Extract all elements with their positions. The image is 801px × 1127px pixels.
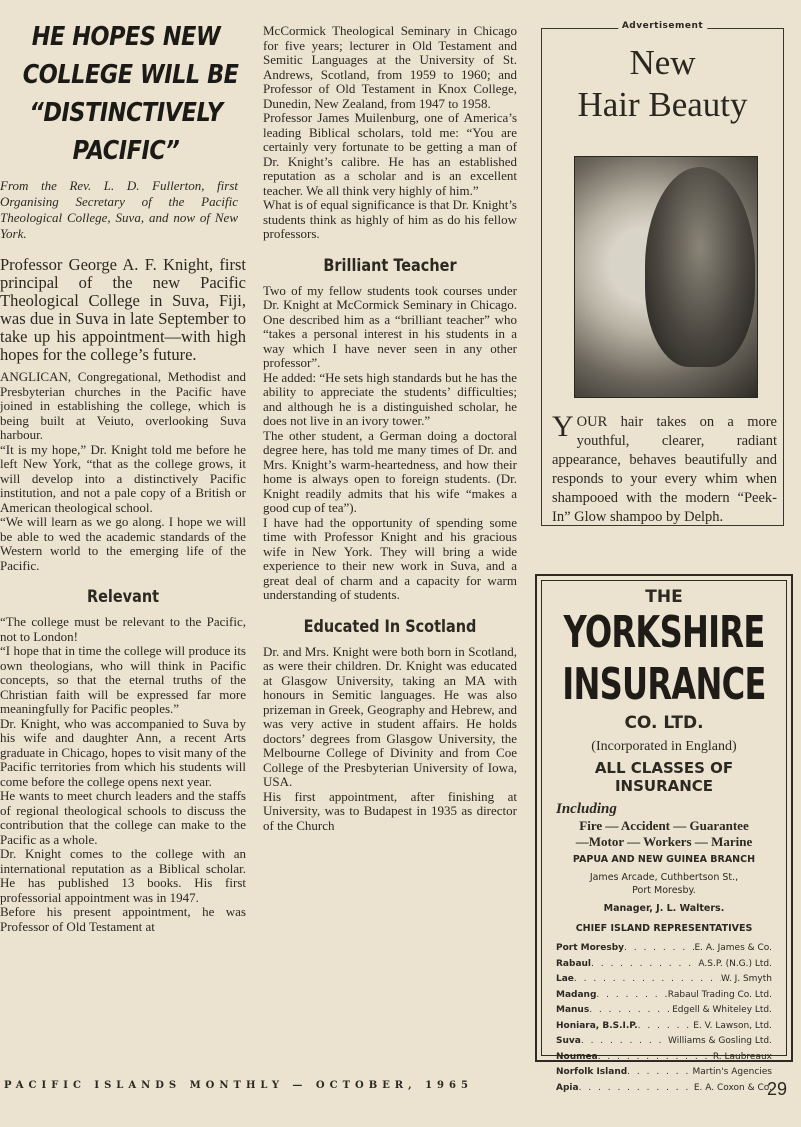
running-footer: PACIFIC ISLANDS MONTHLY — OCTOBER, 1965: [4, 1080, 473, 1091]
agent-place: Suva: [556, 1036, 581, 1046]
paragraph: McCormick Theological Seminary in Chicago for five years; lecturer in Old Testament and Semitic Languages at the University of St. Andrews, Scotland, from 1959 to 1960; and Professor of Old Testament in Knox College, Dunedin, New Zealand, from 1947 to 1958.: [263, 23, 517, 111]
advert-copy: [552, 410, 777, 527]
headline-line: PACIFIC”: [72, 136, 180, 166]
agent-name: Rabaul Trading Co. Ltd.: [667, 989, 772, 1000]
agent-name: Martin's Agencies: [692, 1067, 772, 1077]
paragraph: Professor James Muilenburg, one of America’s leading Biblical scholars, told me: “You are certainly very fortunate to be getting a man of Dr. Knight’s calibre. He has an established reputation as a scholar and is an excellent teacher. We all think very highly of him.”: [263, 110, 517, 198]
leader-dots: [574, 972, 721, 988]
article-body-teacher: [263, 284, 517, 603]
leader-dots: [624, 941, 694, 957]
classes-heading: [542, 759, 786, 795]
agent-name: R. Laubreaux: [712, 1051, 772, 1062]
agent-place: Honiara, B.S.I.P.: [556, 1020, 638, 1031]
agent-row: [556, 1019, 772, 1035]
agent-place: Apia: [556, 1082, 579, 1093]
manager-line: Manager, J. L. Walters.: [603, 903, 725, 914]
agent-place: Port Moresby: [556, 943, 625, 953]
hair-shape: [645, 167, 755, 367]
paragraph: The other student, a German doing a doctoral degree here, has told me many times of Dr. and Mrs. Knight’s warm-heartedness, and how their home is always open to foreign students. (Dr. Knight readily admits that his wife “makes a good cup of tea”).: [263, 427, 517, 515]
paragraph: Before his present appointment, he was Professor of Old Testament at: [0, 904, 246, 934]
insurance-kinds: [542, 818, 786, 850]
agent-name: Edgell & Whiteley Ltd.: [672, 1005, 772, 1015]
leader-dots: [638, 1019, 694, 1035]
headline-line: COLLEGE WILL BE: [22, 60, 239, 90]
agent-place: Norfolk Island: [556, 1067, 628, 1077]
article-column-1: [0, 18, 246, 934]
leader-dots: [627, 1065, 692, 1081]
article-headline: [22, 18, 239, 170]
advert-the: THE: [645, 587, 683, 607]
agent-name: E. A. James & Co.: [694, 943, 772, 953]
agent-place: Rabaul: [556, 958, 592, 969]
paragraph: Dr. Knight, who was accompanied to Suva by his wife and daughter Ann, a recent Arts graduate in Chicago, hopes to visit many of the Pacific territories from which his students will come before the college opens next year.: [0, 715, 246, 789]
article-column-2: [263, 24, 517, 833]
paragraph: What is of equal significance is that Dr. Knight’s students think as highly of him as do his fellow professors.: [263, 197, 517, 241]
agent-name: W. J. Smyth: [720, 974, 772, 984]
leader-dots: [591, 957, 698, 973]
paragraph: Dr. and Mrs. Knight were both born in Scotland, as were their children. Dr. Knight was educated at Glasgow University, taking an MA with honours in Semitic languages. He was also prizeman in Greek, Geography and Hebrew, and was very active in student affairs. He holds doctors’ degrees from Glasgow University, the Melbourne College of Divinity and from Coe College of the Presbyterian University of Iowa, USA.: [263, 643, 517, 789]
article-body-scotland: [263, 645, 517, 834]
agent-name: Williams & Gosling Ltd.: [668, 1036, 772, 1046]
paragraph: “I hope that in time the college will produce its own theologians, who will think in Pacific concepts, so that the eternal truths of the Christian faith will be expressed far more meaningfully for Pacific peoples.”: [0, 643, 246, 716]
article-byline: From the Rev. L. D. Fullerton, first Organising Secretary of the Pacific Theological College, Suva, and now of New York.: [0, 178, 238, 241]
including-label: Including: [556, 801, 617, 817]
article-body-relevant: [0, 615, 246, 934]
leader-dots: [598, 1050, 713, 1066]
classes-line: INSURANCE: [614, 777, 714, 795]
company-suffix: CO. LTD.: [624, 713, 704, 733]
leader-dots: [596, 988, 667, 1004]
brand-line: YORKSHIRE: [563, 607, 765, 658]
hair-beauty-advertisement: [541, 21, 784, 526]
kinds-line: Fire — Accident — Guarantee: [579, 818, 749, 833]
brand-line: INSURANCE: [562, 659, 766, 710]
leader-dots: [581, 1034, 668, 1050]
advert-title: [542, 42, 783, 126]
headline-line: “DISTINCTIVELY: [29, 98, 223, 128]
agent-name: A.S.P. (N.G.) Ltd.: [698, 958, 772, 969]
page-number: 29: [767, 1079, 788, 1099]
leader-dots: [579, 1081, 694, 1097]
advertisement-label: Advertisement: [618, 21, 707, 31]
paragraph: “We will learn as we go along. I hope we will be able to wed the academic standards of the Western world to the emerging life of the Pacific.: [0, 514, 246, 573]
subhead-brilliant-teacher: Brilliant Teacher: [323, 255, 457, 276]
leader-dots: [589, 1003, 672, 1019]
agents-list: [556, 941, 772, 1096]
article-body-col1: [0, 370, 246, 573]
agent-row: [556, 1050, 772, 1066]
paragraph: “The college must be relevant to the Pacific, not to London!: [0, 614, 246, 644]
advert-copy-text: OUR hair takes on a more youthful, clearer, radiant appearance, behaves beautifully and responds to your every whim when shampooed with the modern “Peek-In” Glow shampoo by Delph.: [552, 414, 777, 525]
agent-place: Manus: [556, 1005, 590, 1015]
paragraph: “It is my hope,” Dr. Knight told me before he left New York, “that as the college grows, it will develop into a distinctively Pacific institution, and not a pale copy of a British or American theological school.: [0, 441, 246, 515]
kinds-line: —Motor — Workers — Marine: [575, 834, 753, 849]
paragraph: ANGLICAN, Congregational, Methodist and Presbyterian churches in the Pacific have joined in establishing the college, which is being built at Veiuto, overlooking Suva harbour.: [0, 369, 246, 442]
representatives-heading: CHIEF ISLAND REPRESENTATIVES: [575, 923, 753, 934]
subhead-relevant: Relevant: [86, 587, 160, 607]
agent-row: [556, 1034, 772, 1050]
headline-line: HE HOPES NEW: [31, 22, 221, 52]
advert-title-line: New: [629, 43, 696, 82]
address-line: Port Moresby.: [632, 885, 696, 896]
drop-cap: Y: [552, 410, 574, 443]
classes-line: ALL CLASSES OF: [594, 759, 734, 777]
paragraph: Dr. Knight comes to the college with an international reputation as a Biblical scholar. He has published 13 books. His first professorial appointment was in 1947.: [0, 846, 246, 905]
agent-place: Madang: [556, 989, 597, 1000]
agent-row: [556, 1003, 772, 1019]
agent-place: Noumea: [556, 1051, 598, 1062]
article-lede: Professor George A. F. Knight, first principal of the new Pacific Theological College in Suva, Fiji, was due in Suva in late September to take up his appointment—with high hopes for the college’s future.: [0, 255, 246, 364]
agent-row: [556, 941, 772, 957]
agent-name: E. A. Coxon & Co.: [693, 1082, 772, 1093]
agent-row: [556, 988, 772, 1004]
paragraph: I have had the opportunity of spending some time with Professor Knight and his gracious wife in New York. They will bring a wide experience to their new work in Suva, and a great deal of charm and a capacity for warm understanding of students.: [263, 514, 517, 602]
paragraph: He added: “He sets high standards but he has the ability to appreciate the students’ difficulties; and although he is a distinguished scholar, he does not live in an ivory tower.”: [263, 369, 517, 428]
paragraph: He wants to meet church leaders and the staffs of regional theological schools to discuss the contribution that the college can make to the Pacific as a whole.: [0, 788, 246, 847]
agent-row: [556, 1081, 772, 1097]
agent-name: E. V. Lawson, Ltd.: [693, 1020, 772, 1031]
agent-place: Lae: [556, 974, 574, 984]
agent-row: [556, 1065, 772, 1081]
incorporated-note: (Incorporated in England): [591, 739, 737, 754]
address-line: James Arcade, Cuthbertson St.,: [589, 872, 739, 883]
woman-portrait-photo: [574, 156, 758, 398]
subhead-educated-in-scotland: Educated In Scotland: [303, 616, 477, 637]
agent-row: [556, 957, 772, 973]
paragraph: Two of my fellow students took courses under Dr. Knight at McCormick Seminary in Chicago. One described him as a “brilliant teacher” who “takes a personal interest in his students in a way which I have never seen in any other professor”.: [263, 282, 517, 370]
paragraph: His first appointment, after finishing at University, was to Budapest in 1935 as director of the Church: [263, 788, 517, 833]
article-body-col2: [263, 24, 517, 242]
agent-row: [556, 972, 772, 988]
advert-title-line: Hair Beauty: [577, 85, 748, 124]
branch-name: PAPUA AND NEW GUINEA BRANCH: [572, 854, 756, 865]
